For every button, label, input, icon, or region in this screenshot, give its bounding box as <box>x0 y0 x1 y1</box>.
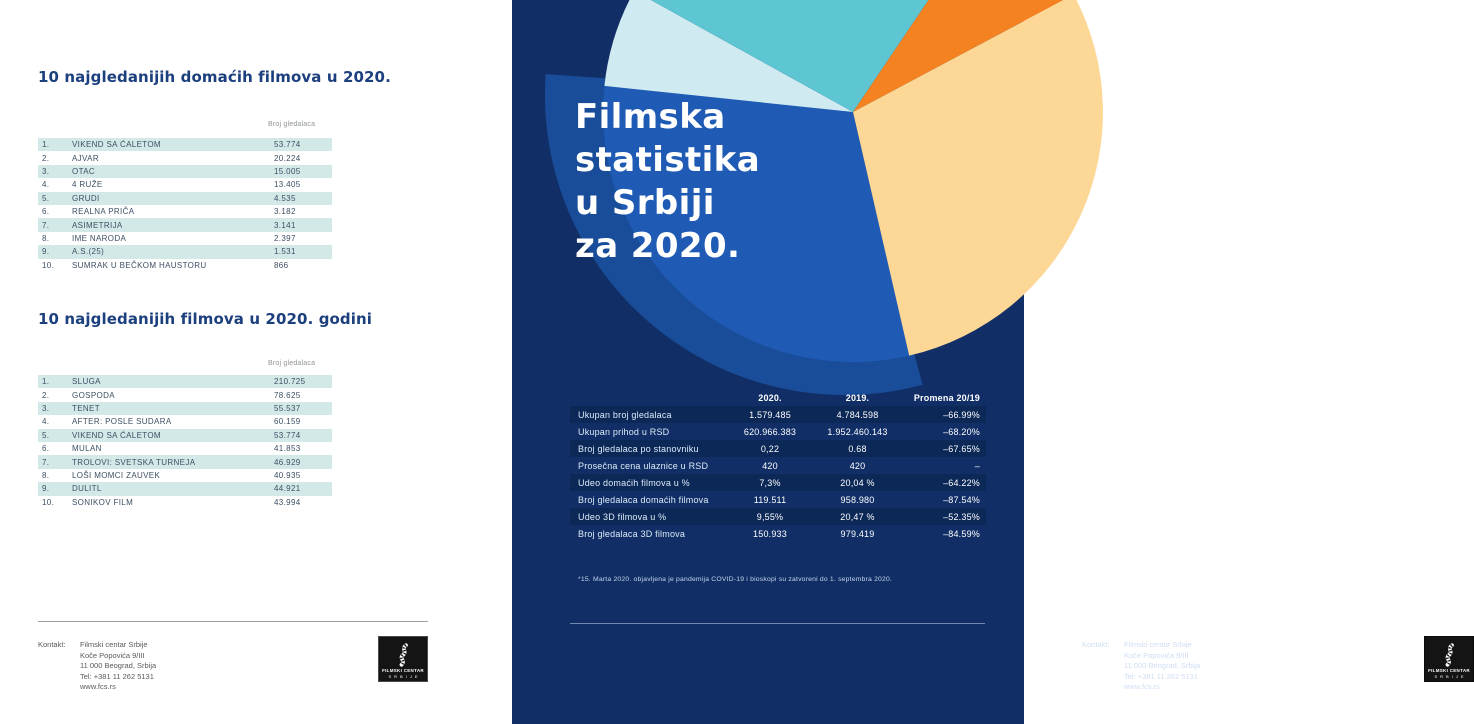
value-2019-cell: 958.980 <box>840 494 875 505</box>
value-cell: 2.397 <box>274 233 296 243</box>
table-row <box>38 165 332 178</box>
table-row <box>38 245 332 258</box>
rank-cell: 10. <box>42 260 55 270</box>
value-cell: 41.853 <box>274 444 301 454</box>
label-cell: Ukupan prihod u RSD <box>578 426 670 437</box>
value-cell: 40.935 <box>274 470 301 480</box>
all-films-col-header: Broj gledalaca <box>268 360 316 367</box>
cover-title-line: u Srbiji <box>575 183 715 223</box>
cover-title-line: za 2020. <box>575 226 741 266</box>
label-cell: Broj gledalaca 3D filmova <box>578 528 686 539</box>
value-cell: 866 <box>274 260 289 270</box>
rank-cell: 2. <box>42 153 50 163</box>
change-cell: –52.35% <box>943 511 980 522</box>
value-cell: 3.182 <box>274 207 296 217</box>
value-2020-cell: 1.579.485 <box>749 409 791 420</box>
page-right <box>512 0 1470 724</box>
rank-cell: 8. <box>42 470 50 480</box>
rank-cell: 1. <box>42 377 50 387</box>
stats-row <box>570 423 986 440</box>
rank-cell: 7. <box>42 220 50 230</box>
rank-cell: 4. <box>42 180 50 190</box>
fcs-logo <box>1424 636 1474 682</box>
contact-footer <box>38 640 156 693</box>
rank-cell: 3. <box>42 166 50 176</box>
label-cell: Prosečna cena ulaznice u RSD <box>578 460 709 471</box>
kontakt-label: Kontakt: <box>1082 640 1110 649</box>
value-cell: 210.725 <box>274 377 306 387</box>
value-2020-cell: 119.511 <box>753 494 787 505</box>
film-name-cell: REALNA PRIČA <box>72 207 135 217</box>
stats-table-header <box>570 390 986 406</box>
value-cell: 46.929 <box>274 457 301 467</box>
all-films-table <box>38 375 332 509</box>
contact-address <box>1124 640 1200 693</box>
rank-cell: 4. <box>42 417 50 427</box>
change-cell: –68.20% <box>943 426 980 437</box>
cover-title-line: statistika <box>575 140 761 180</box>
kontakt-label: Kontakt: <box>38 640 66 649</box>
rank-cell: 1. <box>42 140 50 150</box>
film-name-cell: DULITL <box>72 484 102 494</box>
change-cell: – <box>974 460 980 471</box>
value-2019-cell: 1.952.460.143 <box>827 426 888 437</box>
table-row <box>38 259 332 272</box>
film-strip-icon <box>394 643 412 667</box>
rank-cell: 5. <box>42 193 50 203</box>
table-row <box>38 205 332 218</box>
stats-row <box>570 491 986 508</box>
contact-line: 11 000 Beograd, Srbija <box>80 661 157 670</box>
stats-row <box>570 525 986 542</box>
table-row <box>38 469 332 482</box>
table-row <box>38 192 332 205</box>
rank-cell: 5. <box>42 430 50 440</box>
film-name-cell: VIKEND SA ĆALETOM <box>72 140 161 150</box>
rank-cell: 10. <box>42 497 55 507</box>
logo-title: FILMSKI CENTAR <box>1428 668 1470 673</box>
film-name-cell: TROLOVI: SVETSKA TURNEJA <box>72 457 196 467</box>
rank-cell: 7. <box>42 457 50 467</box>
contact-line: Filmski centar Srbije <box>80 640 148 649</box>
logo-title: FILMSKI CENTAR <box>382 668 424 673</box>
film-name-cell: OTAC <box>72 166 96 176</box>
value-cell: 1.531 <box>274 247 296 257</box>
label-cell: Broj gledalaca domaćih filmova <box>578 494 709 505</box>
stats-row <box>570 406 986 423</box>
table-row <box>38 151 332 164</box>
table-row <box>38 442 332 455</box>
cover-title <box>575 96 760 268</box>
table-row <box>38 455 332 468</box>
table-row <box>38 218 332 231</box>
value-2020-cell: 150.933 <box>753 528 787 539</box>
film-name-cell: LOŠI MOMCI ZAUVEK <box>72 470 161 480</box>
rank-cell: 9. <box>42 247 50 257</box>
value-cell: 53.774 <box>274 140 301 150</box>
contact-footer <box>1082 640 1200 693</box>
domestic-films-table <box>38 138 332 272</box>
label-cell: Ukupan broj gledalaca <box>578 409 672 420</box>
table-row <box>38 496 332 509</box>
value-cell: 4.535 <box>274 193 296 203</box>
contact-line: 11 000 Beograd, Srbija <box>1124 661 1201 670</box>
value-cell: 60.159 <box>274 417 301 427</box>
label-cell: Udeo domaćih filmova u % <box>578 477 690 488</box>
value-2019-cell: 0.68 <box>848 443 867 454</box>
film-name-cell: GOSPODA <box>72 390 115 400</box>
logo-subtitle: SRBIJE <box>1434 674 1467 679</box>
change-cell: –64.22% <box>943 477 980 488</box>
value-cell: 15.005 <box>274 166 301 176</box>
change-cell: –67.65% <box>943 443 980 454</box>
value-2020-cell: 7,3% <box>759 477 781 488</box>
value-cell: 13.405 <box>274 180 301 190</box>
change-cell: –84.59% <box>943 528 980 539</box>
film-name-cell: SONIKOV FILM <box>72 497 134 507</box>
website-link[interactable]: www.fcs.rs <box>1124 682 1160 691</box>
film-name-cell: AJVAR <box>72 153 99 163</box>
value-cell: 3.141 <box>274 220 296 230</box>
logo-subtitle: SRBIJE <box>388 674 421 679</box>
table-row <box>38 375 332 388</box>
stats-table-rows <box>570 406 986 542</box>
film-name-cell: ASIMETRIJA <box>72 220 123 230</box>
label-cell: Broj gledalaca po stanovniku <box>578 443 699 454</box>
footer-divider <box>570 623 985 624</box>
film-name-cell: MULAN <box>72 444 102 454</box>
website-link[interactable]: www.fcs.rs <box>80 682 116 691</box>
contact-line: Koče Popovića 9/III <box>80 650 145 660</box>
table-row <box>38 178 332 191</box>
table-row <box>38 429 332 442</box>
value-2019-cell: 20,47 % <box>840 511 875 522</box>
stats-row <box>570 474 986 491</box>
covid-footnote: *15. Marta 2020. objavljena je pandemija COVID-19 i bioskopi su zatvoreni do 1. septembra 2020. <box>578 576 893 583</box>
rank-cell: 8. <box>42 233 50 243</box>
film-name-cell: TENET <box>72 403 100 413</box>
value-2019-cell: 4.784.598 <box>836 409 879 420</box>
rank-cell: 6. <box>42 444 50 454</box>
film-name-cell: 4 RUŽE <box>72 180 103 190</box>
rank-cell: 2. <box>42 390 50 400</box>
table-row <box>38 232 332 245</box>
film-name-cell: IME NARODA <box>72 233 127 243</box>
fcs-logo <box>378 636 428 682</box>
table-row <box>38 415 332 428</box>
value-cell: 44.921 <box>274 484 301 494</box>
film-name-cell: GRUDI <box>72 193 100 203</box>
stats-row <box>570 508 986 525</box>
all-films-title: 10 najgledanijih filmova u 2020. godini <box>38 310 373 328</box>
film-name-cell: AFTER: POSLE SUDARA <box>72 417 172 427</box>
header-2020: 2020. <box>758 393 782 403</box>
value-cell: 53.774 <box>274 430 301 440</box>
header-2019: 2019. <box>845 393 870 403</box>
value-2020-cell: 620.966.383 <box>743 426 797 437</box>
rank-cell: 6. <box>42 207 50 217</box>
page-left <box>0 0 512 724</box>
value-cell: 20.224 <box>274 153 301 163</box>
stats-row <box>570 457 986 474</box>
film-name-cell: VIKEND SA ĆALETOM <box>72 430 161 440</box>
rank-cell: 9. <box>42 484 50 494</box>
stats-row <box>570 440 986 457</box>
table-row <box>38 482 332 495</box>
domestic-films-title: 10 najgledanijih domaćih filmova u 2020. <box>38 68 391 86</box>
value-2019-cell: 20,04 % <box>840 477 875 488</box>
table-row <box>38 138 332 151</box>
contact-line: Koče Popovića 9/III <box>1124 650 1189 660</box>
label-cell: Udeo 3D filmova u % <box>578 511 667 522</box>
value-2020-cell: 0,22 <box>760 443 780 454</box>
film-name-cell: A.S.(25) <box>72 247 105 257</box>
contact-address <box>80 640 156 693</box>
contact-line: Filmski centar Srbije <box>1124 640 1192 649</box>
change-cell: –87.54% <box>943 494 980 505</box>
table-row <box>38 402 332 415</box>
domestic-films-col-header: Broj gledalaca <box>268 121 316 128</box>
film-strip-icon <box>1440 643 1458 667</box>
film-name-cell: SUMRAK U BEČKOM HAUSTORU <box>72 260 207 270</box>
footer-divider <box>38 621 428 622</box>
cover-title-line: Filmska <box>575 97 726 137</box>
header-change: Promena 20/19 <box>913 393 980 403</box>
value-cell: 55.537 <box>274 403 301 413</box>
film-name-cell: SLUGA <box>72 377 101 387</box>
value-2020-cell: 9,55% <box>756 511 784 522</box>
contact-line: Tel: +381 11 262 5131 <box>1124 671 1198 681</box>
table-row <box>38 388 332 401</box>
value-2019-cell: 979.419 <box>840 528 875 539</box>
value-cell: 43.994 <box>274 497 301 507</box>
stats-table <box>570 390 986 542</box>
value-cell: 78.625 <box>274 390 301 400</box>
change-cell: –66.99% <box>943 409 980 420</box>
contact-line: Tel: +381 11 262 5131 <box>80 671 154 681</box>
value-2019-cell: 420 <box>849 460 866 471</box>
rank-cell: 3. <box>42 403 50 413</box>
value-2020-cell: 420 <box>762 460 778 471</box>
